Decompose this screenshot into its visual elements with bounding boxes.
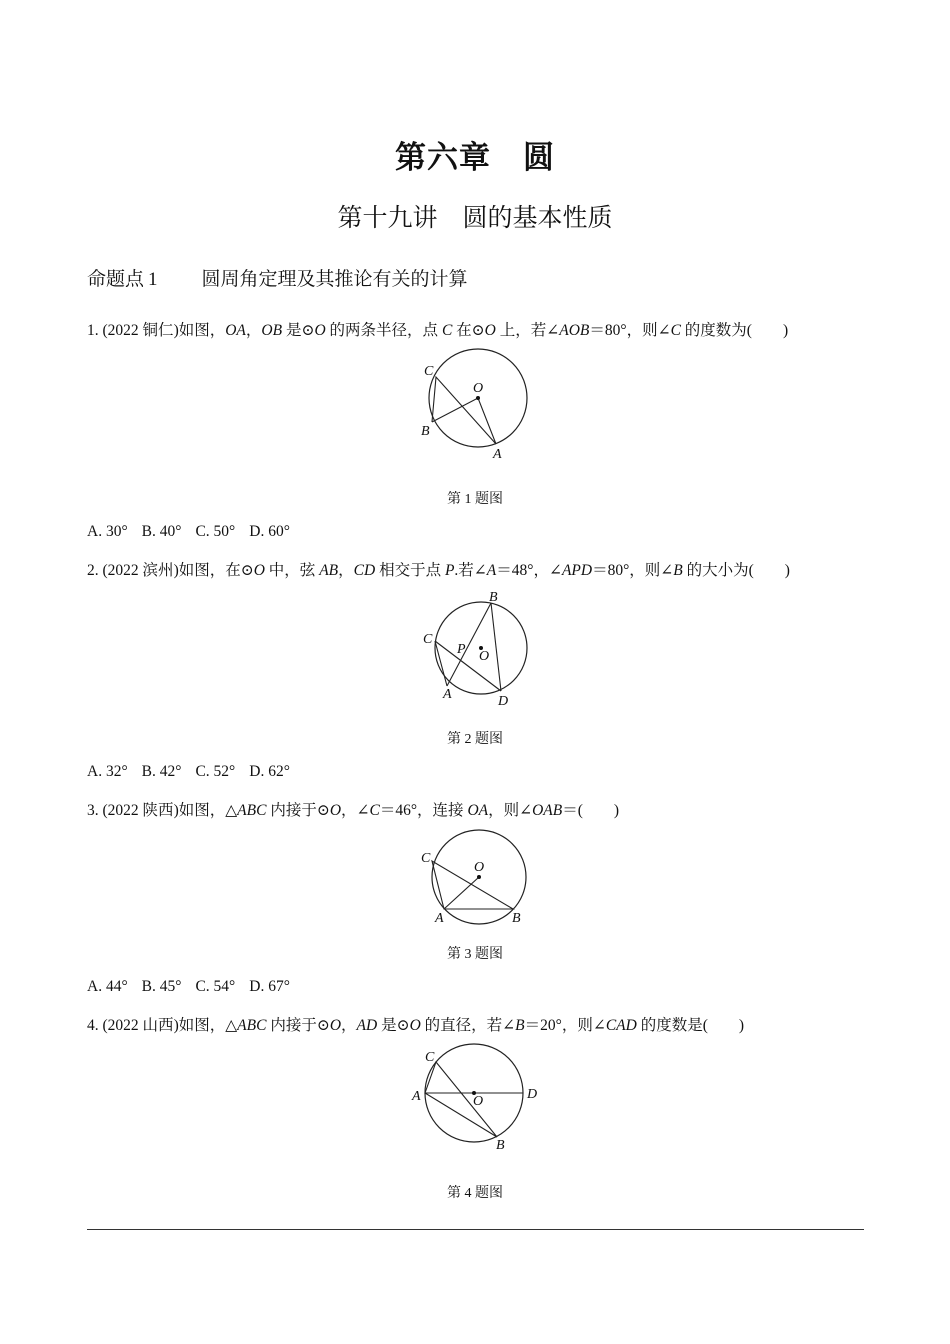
chapter-title: 第六章 圆 — [395, 140, 555, 176]
question-2 — [87, 558, 790, 580]
section-title: 圆周角定理及其推论有关的计算 — [201, 268, 468, 290]
math-var: O — [329, 802, 342, 819]
option-d: D. 60° — [249, 523, 290, 540]
label-o: O — [473, 1094, 484, 1109]
label-d: D — [527, 1087, 538, 1102]
option-d: D. 67° — [249, 978, 290, 995]
label-o: O — [479, 649, 490, 664]
triangle-abc — [425, 1062, 497, 1137]
options-3 — [87, 978, 304, 996]
label-a: A — [435, 911, 444, 926]
section-number: 1 — [148, 269, 158, 290]
question-prefix: 3. (2022 — [87, 802, 143, 819]
segment-b-c-a — [432, 377, 496, 444]
options-2 — [87, 763, 304, 781]
label-o: O — [473, 381, 484, 396]
question-stem: )如图，△ABC 内接于⊙O，AD 是⊙O 的直径，若∠B＝20°，则∠CAD 的度数是( ) — [173, 1017, 745, 1034]
math-var: O — [314, 322, 326, 339]
option-b: B. 45° — [141, 978, 182, 995]
figure-4 — [405, 1040, 550, 1155]
label-a: A — [443, 687, 452, 702]
option-b: B. 42° — [141, 763, 182, 780]
figure-4-caption: 第 4 题图 — [447, 1186, 503, 1201]
math-var: ABC — [237, 1017, 267, 1034]
math-var: C — [441, 322, 453, 339]
label-d: D — [498, 694, 509, 709]
label-c: C — [424, 364, 434, 379]
question-prefix: 1. (2022 — [87, 322, 143, 339]
math-var: OAB — [532, 802, 563, 819]
label-a: A — [412, 1089, 421, 1104]
math-var: O — [409, 1017, 421, 1034]
option-a: A. 30° — [87, 523, 128, 540]
figure-2-caption: 第 2 题图 — [447, 732, 503, 747]
math-var: AD — [356, 1017, 378, 1034]
option-b: B. 40° — [141, 523, 182, 540]
option-d: D. 62° — [249, 763, 290, 780]
option-a: A. 44° — [87, 978, 128, 995]
math-var: B — [673, 562, 683, 579]
math-var: OA — [467, 802, 489, 819]
segment-a-o-b — [432, 398, 496, 444]
question-source: 陕西 — [142, 802, 174, 819]
question-1 — [87, 318, 788, 340]
math-var: O — [253, 562, 265, 579]
math-var: AOB — [559, 322, 590, 339]
center-dot — [477, 875, 481, 879]
math-var: OB — [261, 322, 283, 339]
math-var: O — [484, 322, 496, 339]
figure-2 — [410, 585, 540, 710]
label-c: C — [423, 632, 433, 647]
question-source: 铜仁 — [142, 322, 174, 339]
question-source: 山西 — [142, 1017, 174, 1034]
footer-divider — [87, 1229, 864, 1230]
figure-1-caption: 第 1 题图 — [447, 492, 503, 507]
segment-ca — [435, 641, 447, 686]
label-o: O — [474, 860, 485, 875]
center-dot — [476, 396, 480, 400]
math-var: CAD — [605, 1017, 637, 1034]
math-var: B — [515, 1017, 525, 1034]
triangle-abc — [432, 861, 513, 909]
math-var: AB — [319, 562, 339, 579]
math-var: ABC — [237, 802, 267, 819]
question-stem: )如图，在⊙O 中，弦 AB，CD 相交于点 P.若∠A＝48°，∠APD＝80°，则∠B 的大小为( ) — [173, 562, 790, 579]
question-prefix: 4. (2022 — [87, 1017, 143, 1034]
option-c: C. 54° — [195, 978, 236, 995]
chord-ab — [447, 603, 491, 686]
label-b: B — [489, 590, 498, 605]
lecture-title: 第十九讲 圆的基本性质 — [337, 203, 613, 232]
math-var: APD — [561, 562, 593, 579]
option-c: C. 52° — [195, 763, 236, 780]
section-heading — [87, 264, 468, 291]
question-4 — [87, 1013, 744, 1035]
label-c: C — [421, 851, 431, 866]
chord-cd — [435, 641, 501, 691]
math-var: P — [444, 562, 455, 579]
option-a: A. 32° — [87, 763, 128, 780]
question-3 — [87, 798, 619, 820]
math-var: OA — [225, 322, 246, 339]
label-c: C — [425, 1050, 435, 1065]
figure-1 — [410, 340, 540, 465]
options-1 — [87, 523, 304, 541]
figure-3-caption: 第 3 题图 — [447, 947, 503, 962]
math-var: C — [369, 802, 380, 819]
label-b: B — [421, 424, 430, 439]
question-stem: )如图，OA，OB 是⊙O 的两条半径，点 C 在⊙O 上，若∠AOB＝80°，则∠C 的度数为( ) — [173, 322, 789, 339]
label-b: B — [496, 1138, 505, 1153]
question-stem: )如图，△ABC 内接于⊙O，∠C＝46°，连接 OA，则∠OAB＝( ) — [173, 802, 620, 819]
segment-oa — [444, 877, 479, 909]
section-label: 命题点 — [87, 268, 145, 290]
figure-3 — [410, 825, 540, 930]
label-b: B — [512, 911, 521, 926]
label-p: P — [457, 642, 466, 657]
option-c: C. 50° — [195, 523, 236, 540]
question-source: 滨州 — [142, 562, 174, 579]
question-prefix: 2. (2022 — [87, 562, 143, 579]
math-var: CD — [353, 562, 376, 579]
math-var: A — [486, 562, 497, 579]
label-a: A — [493, 447, 502, 462]
math-var: C — [670, 322, 681, 339]
segment-bd — [491, 603, 501, 691]
math-var: O — [329, 1017, 342, 1034]
